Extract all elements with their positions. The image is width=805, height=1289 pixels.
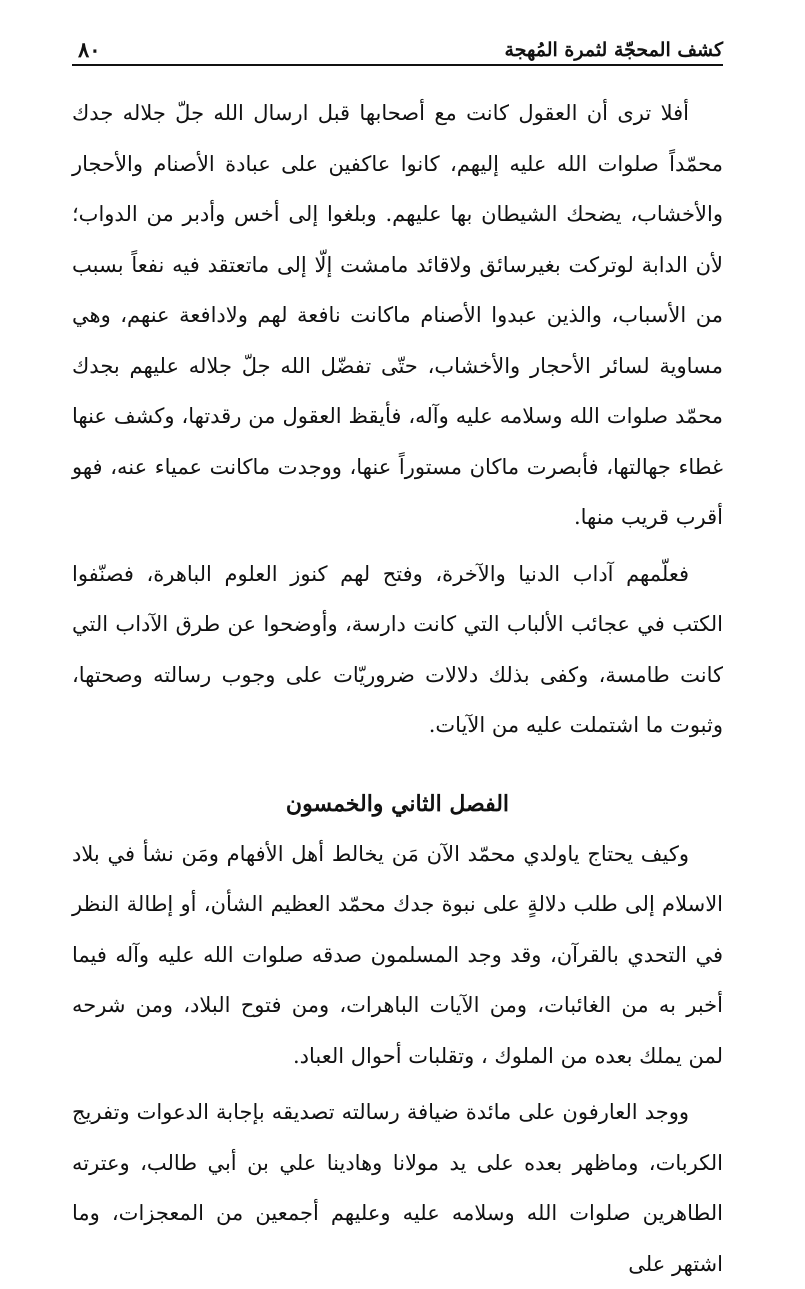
- paragraph: ووجد العارفون على مائدة ضيافة رسالته تصديقه بإجابة الدعوات وتفريج الكربات، وماظهر بعده على يد مولانا وهادينا علي بن أبي طالب، وعترته الطاهرين صلوات الله وسلامه عليه وعليهم أجمعين من المعجزات، وما اشتهر على: [72, 1100, 723, 1276]
- paragraph: أفلا ترى أن العقول كانت مع أصحابها قبل ارسال الله جلّ جلاله جدك محمّداً صلوات الله عليه إليهم، كانوا عاكفين على عبادة الأصنام والأحجار والأخشاب، يضحك الشيطان بها عليهم. وبلغوا إلى أخس وأدبر من الدواب؛ لأن الدابة لوتركت بغيرسائق ولاقائد مامشت إلّا إلى ماتعتقد فيه نفعاً بسبب من الأسباب، والذين عبدوا الأصنام ماكانت نافعة لهم ولادافعة عنهم، وهي مساوية لسائر الأحجار والأخشاب، حتّى تفضّل الله جلّ جلاله عليهم بجدك محمّد صلوات الله وسلامه عليه وآله، فأيقظ العقول من رقدتها، وكشف عنها غطاء جهالتها، فأبصرت ماكان مستوراً عنها، ووجدت ماكانت عمياء عنه، فهو أقرب قريب منها.: [72, 101, 723, 529]
- page-number: ٨٠: [78, 37, 101, 62]
- paragraph: وكيف يحتاج ياولدي محمّد الآن مَن يخالط أهل الأفهام ومَن نشأ في بلاد الاسلام إلى طلب دلالةٍ على نبوة جدك محمّد العظيم الشأن، أو إطالة النظر في التحدي بالقرآن، وقد وجد المسلمون صدقه صلوات الله عليه وآله فيما أخبر به من الغائبات، ومن الآيات الباهرات، ومن فتوح البلاد، ومن شرحه لمن يملك بعده من الملوك ، وتقلبات أحوال العباد.: [72, 841, 723, 1068]
- running-header: [72, 28, 723, 66]
- header-title: كشف المحجّة لثمرة المُهجة: [504, 39, 723, 61]
- body-text: [72, 88, 723, 1289]
- chapter-heading: الفصل الثاني والخمسون: [285, 790, 510, 817]
- paragraph: فعلّمهم آداب الدنيا والآخرة، وفتح لهم كنوز العلوم الباهرة، فصنّفوا الكتب في عجائب الألباب التي كانت دارسة، وأوضحوا عن طرق الآداب التي كانت طامسة، وكفى بذلك دلالات ضروريّات على وجوب رسالته وصحتها، وثبوت ما اشتملت عليه من الآيات.: [72, 561, 723, 737]
